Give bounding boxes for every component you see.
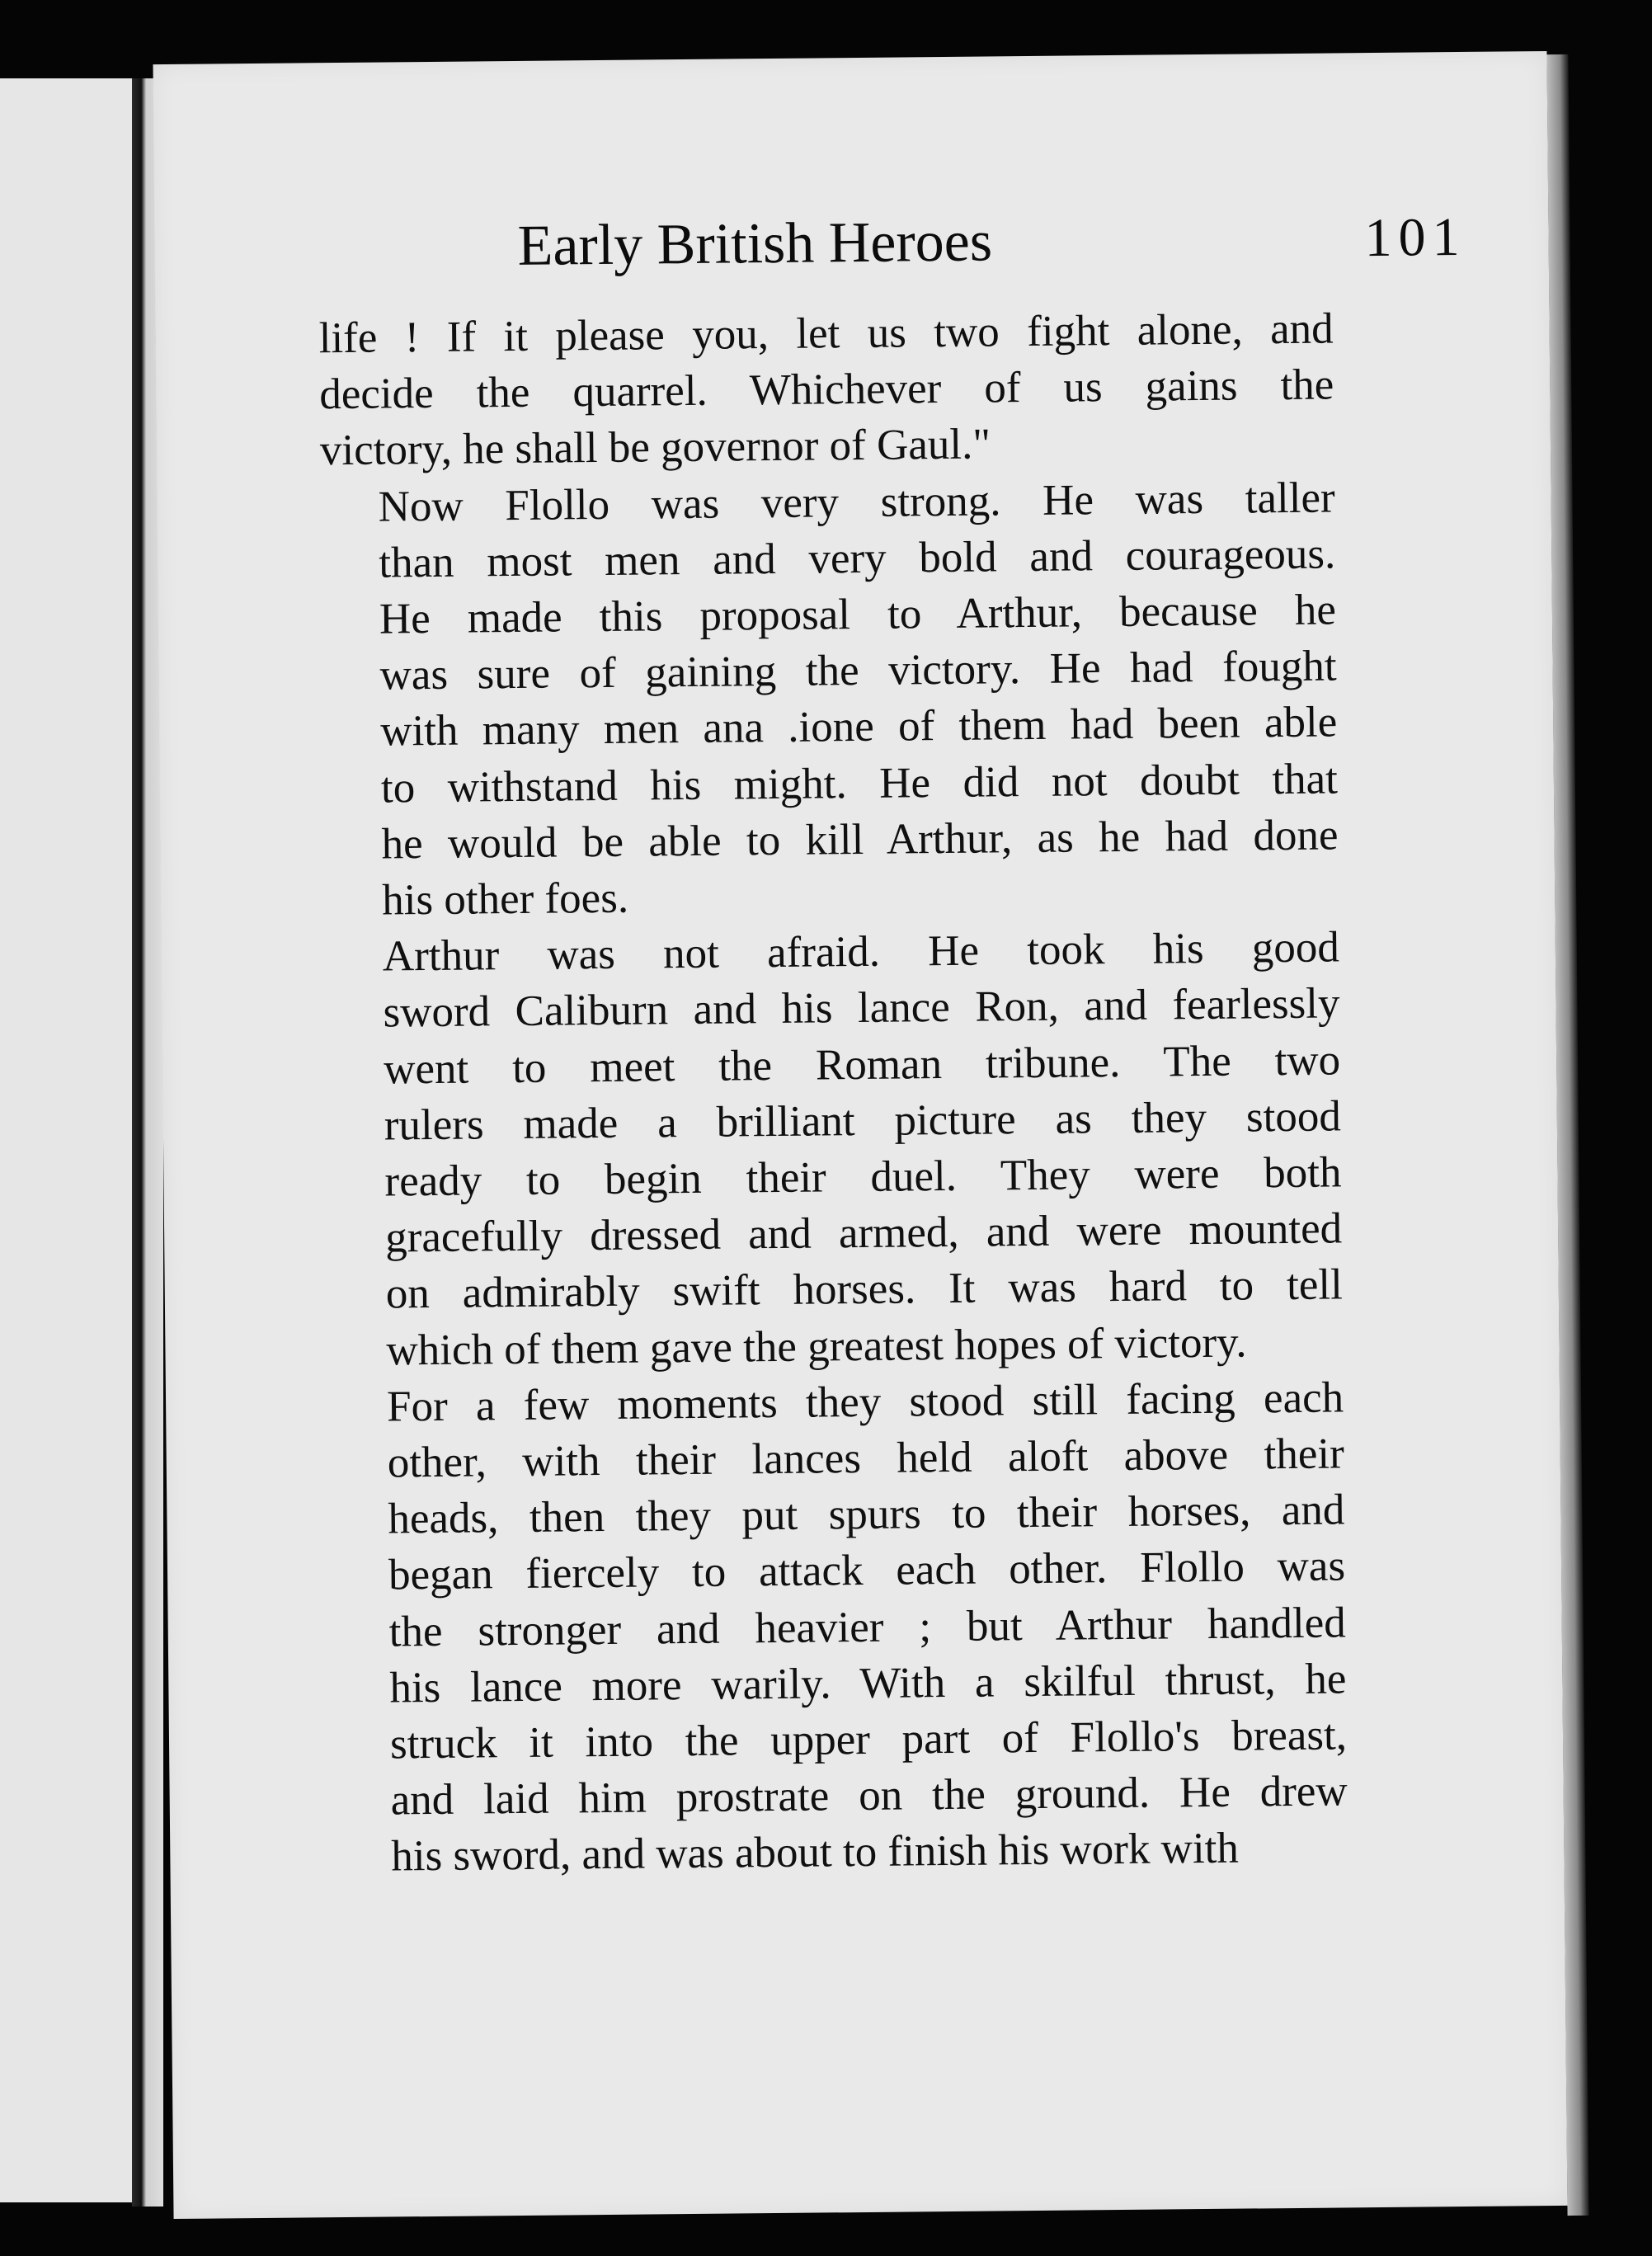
text-line: his other foes. <box>381 874 629 925</box>
text-line: he would be able to kill Arthur, as he had done <box>381 811 1339 869</box>
text-line: rulers made a brilliant picture as they stood <box>384 1092 1342 1150</box>
text-line: struck it into the upper part of Flollo's breast, <box>389 1711 1348 1769</box>
text-line: than most men and very bold and courageous. <box>379 530 1336 587</box>
text-line: gracefully dressed and armed, and were mounted <box>384 1204 1343 1262</box>
text-line: the stronger and heavier ; but Arthur handled <box>388 1599 1346 1656</box>
paragraph <box>320 469 1339 929</box>
text-line: his sword, and was about to finish his work with <box>391 1825 1240 1881</box>
text-line: his lance more warily. With a skilful thrust, he <box>389 1655 1347 1712</box>
text-line: with many men ana .ione of them had been able <box>380 698 1338 756</box>
text-line: which of them gave the greatest hopes of victory. <box>386 1318 1247 1375</box>
text-line: was sure of gaining the victory. He had fought <box>379 642 1337 699</box>
text-line: heads, then they put spurs to their horses, and <box>388 1486 1345 1543</box>
text-line: other, with their lances held aloft above their <box>387 1429 1345 1487</box>
body-text <box>318 300 1348 1885</box>
text-line: on admirably swift horses. It was hard to tell <box>385 1260 1344 1318</box>
page-number: 101 <box>1364 206 1466 269</box>
text-line: and laid him prostrate on the ground. He drew <box>390 1767 1348 1825</box>
text-line: sword Caliburn and his lance Ron, and fearlessly <box>383 979 1340 1037</box>
paragraph <box>325 920 1344 1379</box>
text-line: Arthur was not afraid. He took his good <box>382 923 1340 981</box>
text-line: began fiercely to attack each other. Flollo was <box>388 1542 1346 1599</box>
text-line: ready to begin their duel. They were both <box>384 1148 1342 1206</box>
text-line: life ! If it please you, let us two fight alone, and <box>318 304 1334 363</box>
running-head-title: Early British Heroes <box>517 210 993 278</box>
text-line: went to meet the Roman tribune. The two <box>383 1036 1341 1094</box>
text-line: victory, he shall be governor of Gaul." <box>319 420 991 475</box>
paragraph <box>318 300 1334 478</box>
text-line: Now Flollo was very strong. He was taller <box>378 473 1335 531</box>
text-line: For a few moments they stood still facing each <box>386 1373 1344 1431</box>
paragraph <box>329 1369 1348 1886</box>
text-line: He made this proposal to Arthur, because he <box>379 586 1337 643</box>
facing-page-edge <box>0 78 132 2202</box>
text-line: to withstand his might. He did not doubt that <box>380 755 1339 812</box>
book-page <box>153 51 1568 2219</box>
text-line: decide the quarrel. Whichever of us gains the <box>319 360 1334 419</box>
